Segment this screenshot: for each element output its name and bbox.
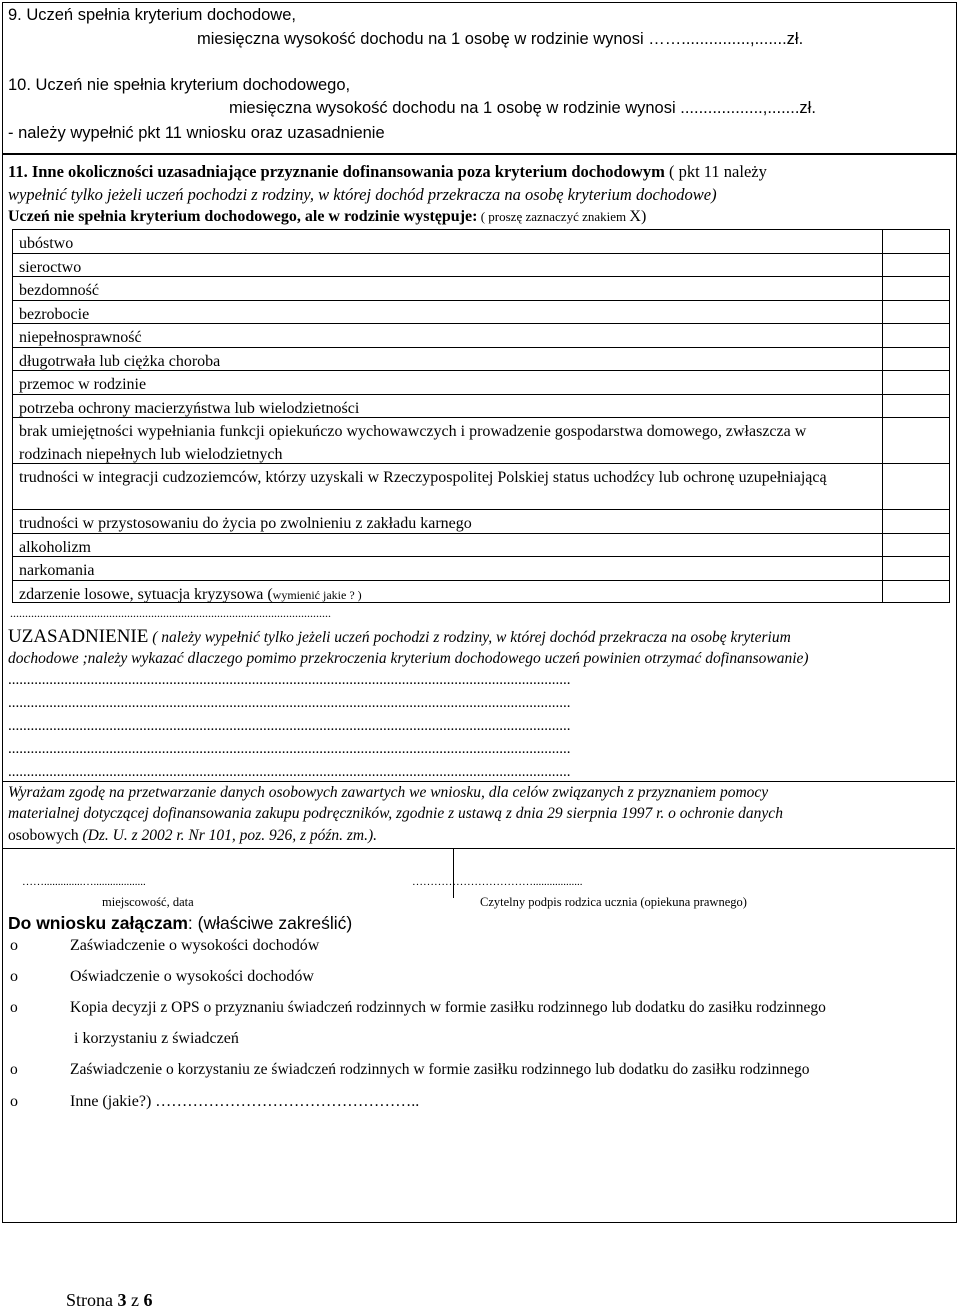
checkbox-zaklad-karny[interactable]	[882, 510, 949, 533]
checklist-row: długotrwała lub ciężka choroba	[12, 347, 950, 371]
checklist-row: alkoholizm	[12, 533, 950, 557]
checkbox-narkomania[interactable]	[882, 557, 949, 580]
place-date-label: miejscowość, data	[102, 895, 194, 909]
divider	[2, 781, 955, 782]
section9-line1: 9. Uczeń spełnia kryterium dochodowe,	[8, 6, 296, 24]
checklist-row: bezdomność	[12, 276, 950, 300]
checkbox-przemoc[interactable]	[882, 371, 949, 394]
attachments-heading: Do wniosku załączam: (właściwe zakreślić)	[8, 913, 353, 933]
uzasadnienie-line-1[interactable]: ......................................................................................................................................................	[8, 672, 571, 688]
section11-subheading: Uczeń nie spełnia kryterium dochodowego, ale w rodzinie występuje: ( proszę zaznaczyć znakiem X)	[8, 208, 647, 225]
uzasadnienie-line-4[interactable]: ......................................................................................................................................................	[8, 741, 571, 757]
checkbox-sieroctwo[interactable]	[882, 254, 949, 277]
checkbox-bezrobocie[interactable]	[882, 301, 949, 324]
page-number: Strona 3 z 6	[66, 1290, 153, 1310]
section9-line2: miesięczna wysokość dochodu na 1 osobę w rodzinie wynosi ……...............,.......zł.	[197, 30, 804, 48]
checklist-row: zdarzenie losowe, sytuacja kryzysowa (wymienić jakie ? )	[12, 580, 950, 604]
checklist-row: przemoc w rodzinie	[12, 370, 950, 394]
circle-bullet-icon: o	[10, 937, 18, 954]
checklist-row: bezrobocie	[12, 300, 950, 324]
attachment-item-continuation: i korzystaniu z świadczeń	[74, 1030, 239, 1047]
uzasadnienie-line-3[interactable]: ......................................................................................................................................................	[8, 718, 571, 734]
zdarzenie-dots[interactable]: ...........................................................................................................	[10, 606, 331, 620]
checkbox-niepelnosprawnosc[interactable]	[882, 324, 949, 347]
signature-dots[interactable]: ……………………………..................	[412, 876, 583, 888]
uzasadnienie-line-5[interactable]: ......................................................................................................................................................	[8, 764, 571, 780]
section11-heading: 11. Inne okoliczności uzasadniające przyznanie dofinansowania poza kryterium dochodowym ( pkt 11 należy	[8, 162, 767, 181]
consent-line2: materialnej dotyczącej dofinansowania zakupu podręczników, zgodnie z ustawą z dnia 29 sierpnia 1997 r. o ochronie danych	[8, 805, 783, 822]
checkbox-choroba[interactable]	[882, 348, 949, 371]
checklist-row: trudności w przystosowaniu do życia po zwolnieniu z zakładu karnego	[12, 509, 950, 533]
divider	[2, 848, 955, 849]
circle-bullet-icon: o	[10, 1093, 18, 1110]
consent-line1: Wyrażam zgodę na przetwarzanie danych osobowych zawartych we wniosku, dla celów związanych z przyznaniem pomocy	[8, 784, 769, 801]
checklist-row: brak umiejętności wypełniania funkcji opiekuńczo wychowawczych i prowadzenie gospodarstwa domowego, zwłaszcza w rodzinach niepełnych lub wielodzietnych	[12, 417, 950, 463]
checkbox-cudzoziemcy[interactable]	[882, 464, 949, 509]
attachment-item[interactable]: o Kopia decyzji z OPS o przyznaniu świadczeń rodzinnych w formie zasiłku rodzinnego lub dodatku do zasiłku rodzinnego	[10, 999, 826, 1016]
checkbox-ubostwo[interactable]	[882, 230, 949, 253]
checklist-row: ubóstwo	[12, 229, 950, 253]
circle-bullet-icon: o	[10, 1061, 18, 1078]
checkbox-alkoholizm[interactable]	[882, 534, 949, 557]
checklist-row: narkomania	[12, 556, 950, 580]
circle-bullet-icon: o	[10, 968, 18, 985]
checklist-row: sieroctwo	[12, 253, 950, 277]
section11-note: wypełnić tylko jeżeli uczeń pochodzi z rodziny, w której dochód przekracza na osobę kryterium dochodowe)	[8, 185, 717, 204]
checklist-row: niepełnosprawność	[12, 323, 950, 347]
checkbox-opiekunczo[interactable]	[882, 418, 949, 463]
checklist-row: trudności w integracji cudzoziemców, którzy uzyskali w Rzeczypospolitej Polskiej status uchodźcy lub ochronę uzupełniającą	[12, 463, 950, 509]
section10-line2: miesięczna wysokość dochodu na 1 osobę w rodzinie wynosi ..................,.......zł.	[229, 99, 816, 117]
checkbox-bezdomnosc[interactable]	[882, 277, 949, 300]
circle-bullet-icon: o	[10, 999, 18, 1016]
attachment-item[interactable]: o Zaświadczenie o wysokości dochodów	[10, 937, 320, 954]
attachment-item[interactable]: o Oświadczenie o wysokości dochodów	[10, 968, 314, 985]
section10-line3: - należy wypełnić pkt 11 wniosku oraz uzasadnienie	[8, 124, 385, 142]
signature-label: Czytelny podpis rodzica ucznia (opiekuna prawnego)	[480, 895, 747, 909]
signature-divider	[453, 848, 454, 898]
checkbox-zdarzenie[interactable]	[882, 581, 949, 603]
uzasadnienie-heading: UZASADNIENIE ( należy wypełnić tylko jeżeli uczeń pochodzi z rodziny, w której dochód przekracza na osobę kryterium	[8, 626, 791, 647]
uzasadnienie-line-2[interactable]: ......................................................................................................................................................	[8, 695, 571, 711]
place-date-dots[interactable]: ……..............…...................	[22, 876, 146, 888]
checklist-row: potrzeba ochrony macierzyństwa lub wielodzietności	[12, 394, 950, 418]
checkbox-macierzynstwo[interactable]	[882, 395, 949, 418]
consent-line3: osobowych (Dz. U. z 2002 r. Nr 101, poz. 926, z późn. zm.).	[8, 827, 378, 844]
section10-line1: 10. Uczeń nie spełnia kryterium dochodowego,	[8, 76, 351, 94]
attachment-item[interactable]: o Inne (jakie?) …………………………………………..	[10, 1093, 420, 1110]
circumstances-checklist	[12, 229, 950, 603]
uzasadnienie-note: dochodowe ;należy wykazać dlaczego pomimo przekroczenia kryterium dochodowego uczeń powinien otrzymać dofinansowanie)	[8, 650, 809, 667]
attachment-item[interactable]: o Zaświadczenie o korzystaniu ze świadczeń rodzinnych w formie zasiłku rodzinnego lub dodatku do zasiłku rodzinnego	[10, 1061, 810, 1078]
